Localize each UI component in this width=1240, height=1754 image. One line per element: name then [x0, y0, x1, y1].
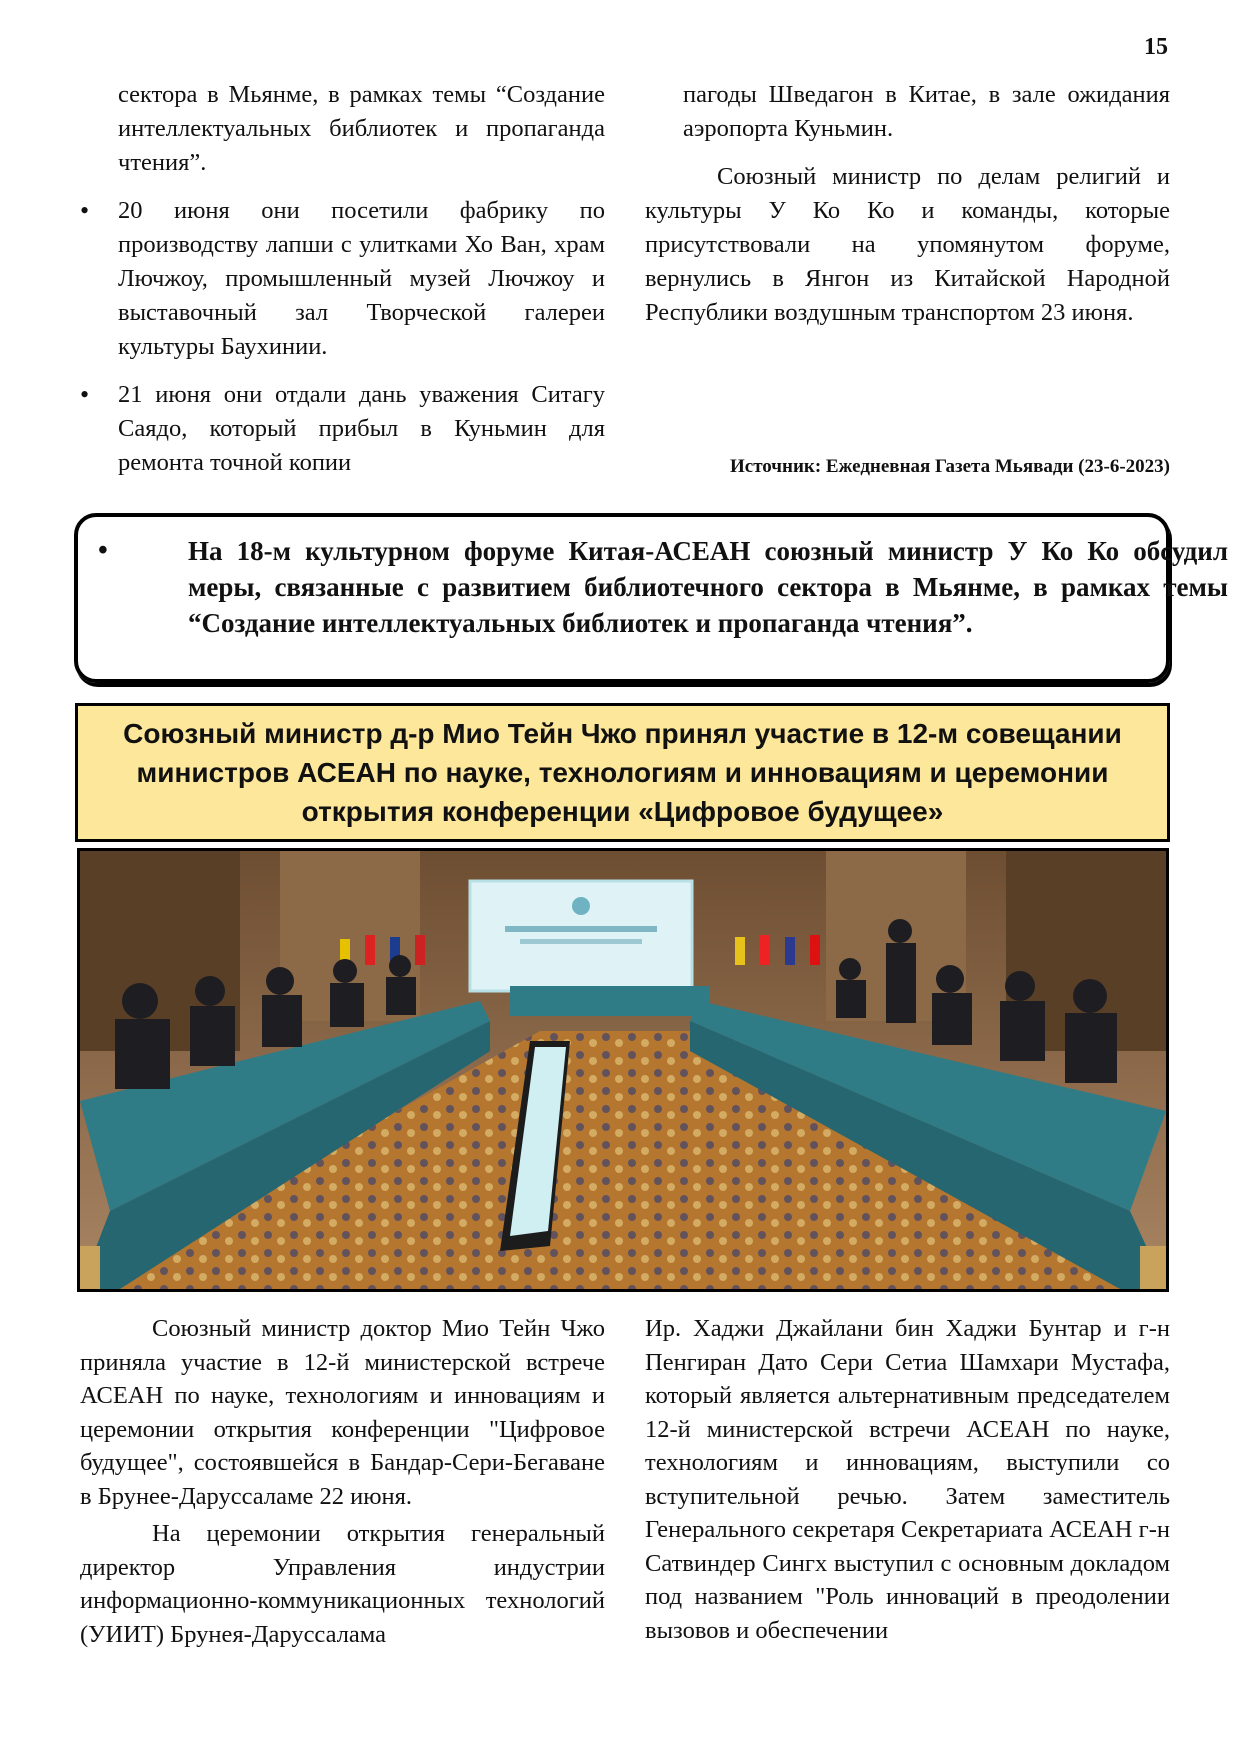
article-paragraph: Союзный министр по делам религий и культуры У Ко Ко и команды, которые присутствовали на упомянутом форуме, вернулись в Янгон из Китайской Народной Республики воздушным транспортом 23 июня. [645, 163, 1170, 326]
bottom-right-column [645, 1312, 1170, 1651]
article-paragraph: На церемонии открытия генеральный директор Управления индустрии информационно-коммуникационных технологий (УИИТ) Брунея-Даруссалама [80, 1520, 605, 1648]
conference-photo [77, 848, 1169, 1292]
source-citation: Источник: Ежедневная Газета Мьявади (23-6-2023) [730, 456, 1170, 477]
continued-bullet-text: сектора в Мьянме, в рамках темы “Создание интеллектуальных библиотек и пропаганда чтения”. [118, 81, 605, 176]
page-number: 15 [1144, 34, 1168, 60]
conference-hall-photo-icon [80, 851, 1166, 1289]
article-headline: Союзный министр д-р Мио Тейн Чжо принял участие в 12-м совещании министров АСЕАН по науке, технологиям и инновациям и церемонии открытия конференции «Цифровое будущее» [75, 703, 1170, 842]
highlight-bullet: • На 18-м культурном форуме Китая-АСЕАН союзный министр У Ко Ко обсудил меры, связанные с развитием библиотечного сектора в Мьянме, в рамках темы “Создание интеллектуальных библиотек и пропаганда чтения”. [98, 533, 1228, 641]
bullet-item: • 20 июня они посетили фабрику по производству лапши с улитками Хо Ван, храм Лючжоу, промышленный музей Лючжоу и выставочный зал Творческой галереи культуры Баухинии. [80, 194, 605, 364]
continued-bullet-text: пагоды Шведагон в Китае, в зале ожидания аэропорта Куньмин. [683, 81, 1170, 142]
article-paragraph: Ир. Хаджи Джайлани бин Хаджи Бунтар и г-н Пенгиран Дато Сери Сетиа Шамхари Мустафа, который является альтернативным председателем 12-й министерской встречи АСЕАН по науке, технологиям и инновациям, выступили со вступительной речью. Затем заместитель Генерального секретаря Секретариата АСЕАН г-н Сатвиндер Сингх выступил с основным докладом под названием "Роль инноваций в преодолении вызовов и обеспечении [645, 1315, 1170, 1644]
top-right-column [645, 78, 1170, 344]
bottom-left-column [80, 1312, 605, 1655]
article-paragraph: Союзный министр доктор Мио Тейн Чжо приняла участие в 12-й министерской встрече АСЕАН по науке, технологиям и инновациям и церемонии открытия конференции "Цифровое будущее", состоявшейся в Бандар-Сери-Бегаване в Брунее-Даруссаламе 22 июня. [80, 1315, 605, 1510]
top-left-column [80, 78, 605, 494]
highlight-summary-box [74, 513, 1228, 683]
bullet-item: • 21 июня они отдали дань уважения Ситагу Саядо, который прибыл в Куньмин для ремонта точной копии [80, 378, 605, 480]
